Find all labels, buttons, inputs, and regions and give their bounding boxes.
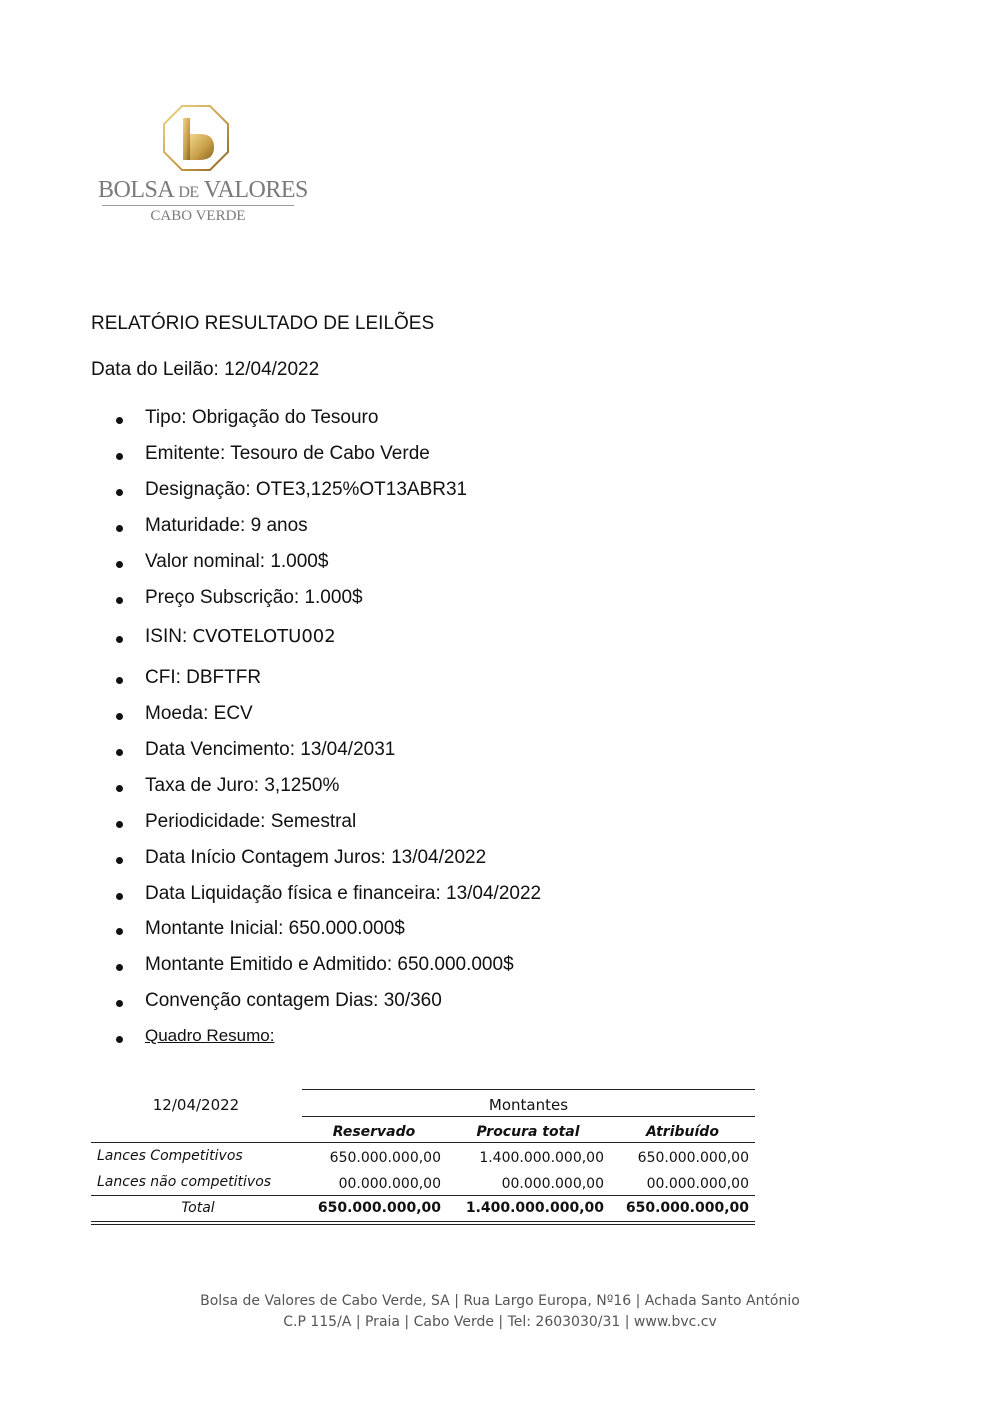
bullet-icon bbox=[116, 597, 123, 604]
bvc-logo bbox=[98, 104, 308, 228]
table-cell: 00.000.000,00 bbox=[646, 1176, 749, 1192]
table-cell-total: 650.000.000,00 bbox=[625, 1200, 749, 1216]
bullet-icon bbox=[116, 489, 123, 496]
item-text: CFI: DBFTFR bbox=[145, 667, 262, 688]
footer-contact: C.P 115/A | Praia | Cabo Verde | Tel: 2603030/31 | www.bvc.cv bbox=[283, 1314, 717, 1330]
item-text: Taxa de Juro: 3,1250% bbox=[145, 775, 340, 796]
bvc-emblem-icon bbox=[162, 104, 230, 172]
col-header-procura-total: Procura total bbox=[476, 1124, 580, 1140]
footer-address: Bolsa de Valores de Cabo Verde, SA | Rua Largo Europa, Nº16 | Achada Santo António bbox=[200, 1293, 800, 1309]
table-rule-bottom-1 bbox=[91, 1221, 755, 1222]
logo-subtitle: CABO VERDE bbox=[150, 208, 246, 224]
item-text: Designação: OTE3,125%OT13ABR31 bbox=[145, 479, 468, 500]
row-label-competitivos: Lances Competitivos bbox=[97, 1148, 243, 1164]
table-cell-total: 650.000.000,00 bbox=[317, 1200, 441, 1216]
logo-wordmark bbox=[98, 177, 308, 204]
item-text: Moeda: ECV bbox=[145, 703, 253, 724]
item-text: Data Liquidação física e financeira: 13/04/2022 bbox=[145, 883, 542, 904]
item-text: Preço Subscrição: 1.000$ bbox=[145, 587, 363, 608]
bullet-icon bbox=[116, 821, 123, 828]
table-date: 12/04/2022 bbox=[152, 1096, 240, 1114]
bullet-icon bbox=[116, 417, 123, 424]
table-cell: 650.000.000,00 bbox=[637, 1150, 749, 1166]
row-label-total: Total bbox=[181, 1200, 215, 1216]
isin-text bbox=[145, 626, 336, 648]
auction-date: Data do Leilão: 12/04/2022 bbox=[91, 359, 320, 380]
table-rule-total bbox=[91, 1195, 755, 1196]
item-text: Emitente: Tesouro de Cabo Verde bbox=[145, 443, 430, 464]
item-text: Data Início Contagem Juros: 13/04/2022 bbox=[145, 847, 487, 868]
bullet-icon bbox=[116, 636, 123, 643]
table-rule-header bbox=[91, 1142, 755, 1143]
table-cell-total: 1.400.000.000,00 bbox=[465, 1200, 604, 1216]
item-text: Valor nominal: 1.000$ bbox=[145, 551, 329, 572]
bullet-icon bbox=[116, 857, 123, 864]
table-cell: 1.400.000.000,00 bbox=[479, 1150, 604, 1166]
bullet-icon bbox=[116, 964, 123, 971]
table-rule-top bbox=[302, 1089, 755, 1090]
bullet-icon bbox=[116, 677, 123, 684]
item-text: Data Vencimento: 13/04/2031 bbox=[145, 739, 396, 760]
summary-label: Quadro Resumo: bbox=[145, 1026, 275, 1045]
bullet-icon bbox=[116, 525, 123, 532]
bullet-icon bbox=[116, 713, 123, 720]
report-title: RELATÓRIO RESULTADO DE LEILÕES bbox=[91, 313, 435, 334]
logo-word-bolsa: BOLSA bbox=[98, 177, 173, 203]
table-cell: 00.000.000,00 bbox=[338, 1176, 441, 1192]
item-text: Montante Inicial: 650.000.000$ bbox=[145, 918, 405, 939]
bullet-icon bbox=[116, 1000, 123, 1007]
table-rule-group bbox=[302, 1116, 755, 1117]
logo-divider bbox=[102, 205, 294, 206]
item-text: Tipo: Obrigação do Tesouro bbox=[145, 407, 379, 428]
item-text: Convenção contagem Dias: 30/360 bbox=[145, 990, 442, 1011]
logo-word-valores: VALORES bbox=[203, 177, 308, 203]
table-rule-bottom-2 bbox=[91, 1224, 755, 1225]
col-header-atribuido: Atribuído bbox=[646, 1124, 719, 1140]
col-header-reservado: Reservado bbox=[332, 1124, 416, 1140]
bullet-icon bbox=[116, 893, 123, 900]
isin-value: CVOTELOTU002 bbox=[192, 626, 336, 647]
table-cell: 650.000.000,00 bbox=[329, 1150, 441, 1166]
bullet-icon bbox=[116, 749, 123, 756]
logo-word-de: DE bbox=[178, 184, 199, 201]
table-cell: 00.000.000,00 bbox=[501, 1176, 604, 1192]
item-text: Periodicidade: Semestral bbox=[145, 811, 357, 832]
bullet-icon bbox=[116, 928, 123, 935]
item-text: Maturidade: 9 anos bbox=[145, 515, 308, 536]
isin-label: ISIN: bbox=[145, 626, 193, 647]
table-group-header: Montantes bbox=[488, 1096, 569, 1114]
bullet-icon bbox=[116, 785, 123, 792]
bullet-icon bbox=[116, 1036, 123, 1043]
bullet-icon bbox=[116, 453, 123, 460]
item-text: Montante Emitido e Admitido: 650.000.000$ bbox=[145, 954, 514, 975]
row-label-nao-competitivos: Lances não competitivos bbox=[97, 1174, 272, 1190]
bullet-icon bbox=[116, 561, 123, 568]
